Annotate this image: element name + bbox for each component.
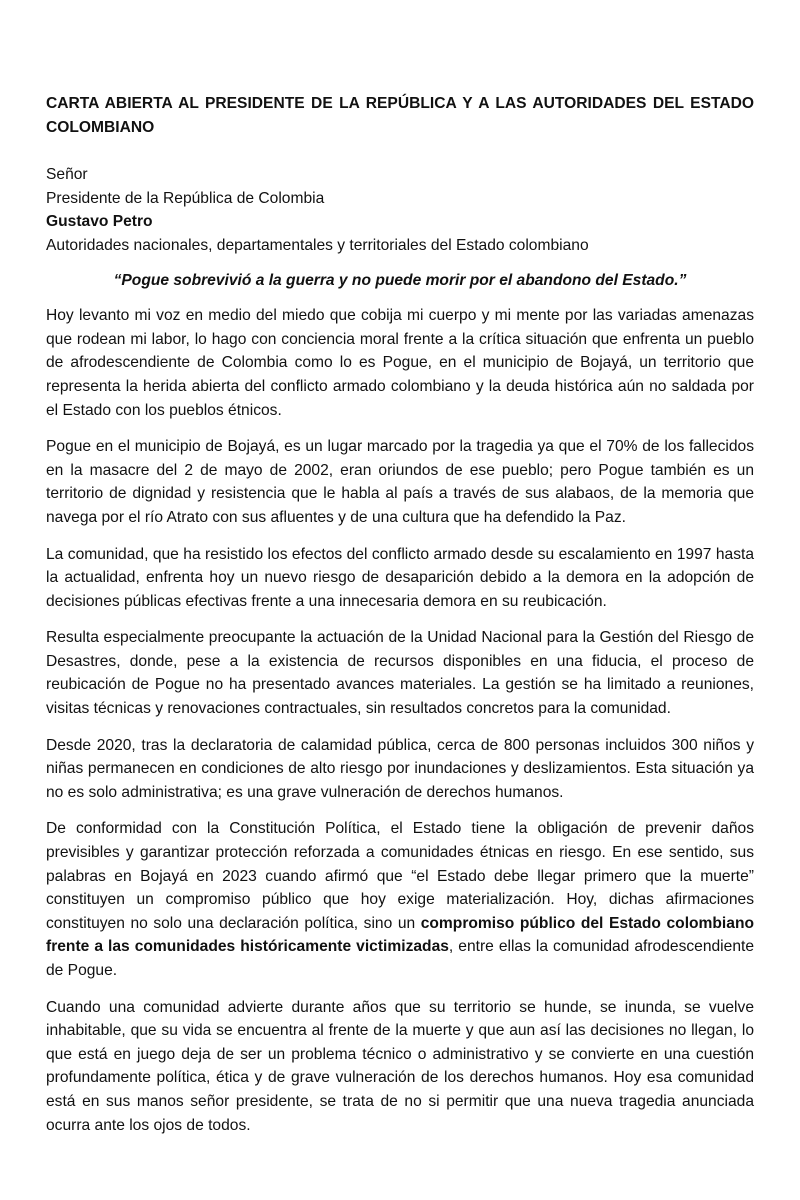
recipient-office: Presidente de la República de Colombia	[46, 189, 325, 207]
recipient-authorities: Autoridades nacionales, departamentales y territoriales del Estado colombiano	[46, 236, 589, 254]
letter-title: CARTA ABIERTA AL PRESIDENTE DE LA REPÚBLICA Y A LAS AUTORIDADES DEL ESTADO COLOMBIANO	[46, 95, 754, 136]
paragraph-6	[46, 817, 754, 982]
paragraph-6-text-start: De conformidad con la Constitución Política, el Estado tiene la obligación de prevenir daños previsibles y garantizar protección reforzada a comunidades étnicas en riesgo. En ese sentido, sus palabras en Bojayá en 2023 cuando afirmó que “el Estado debe llegar primero que la muerte” constituyen un compromiso público que hoy exige materialización. Hoy, dichas afirmaciones constituyen no solo una declaración política, sino un	[46, 820, 754, 932]
paragraph-6-bold-phrase: compromiso público del Estado colombiano frente a las comunidades históricamente victimizadas	[46, 914, 754, 956]
recipient-name: Gustavo Petro	[46, 213, 153, 231]
paragraph-6-text-end: , entre ellas la comunidad afrodescendiente de Pogue.	[46, 938, 754, 979]
paragraph-5: Desde 2020, tras la declaratoria de calamidad pública, cerca de 800 personas incluidos 300 niños y niñas permanecen en condiciones de alto riesgo por inundaciones y deslizamientos. Esta situación ya no es solo administrativa; es una grave vulneración de derechos humanos.	[46, 736, 754, 801]
paragraph-3: La comunidad, que ha resistido los efectos del conflicto armado desde su escalamiento en 1997 hasta la actualidad, enfrenta hoy un nuevo riesgo de desaparición debido a la demora en la adopción de decisiones públicas efectivas frente a una innecesaria demora en su reubicación.	[46, 545, 754, 610]
addressee-block	[46, 163, 754, 257]
salutation: Señor	[46, 166, 88, 184]
paragraph-2: Pogue en el municipio de Bojayá, es un lugar marcado por la tragedia ya que el 70% de los fallecidos en la masacre del 2 de mayo de 2002, eran oriundos de ese pueblo; pero Pogue también es un territorio de dignidad y resistencia que le habla al país a través de sus alabaos, de la memoria que navega por el río Atrato con sus afluentes y de una cultura que ha defendido la Paz.	[46, 438, 754, 526]
paragraph-7: Cuando una comunidad advierte durante años que su territorio se hunde, se inunda, se vuelve inhabitable, que su vida se encuentra al frente de la muerte y que aun así las decisiones no llegan, lo que está en juego deja de ser un problema técnico o administrativo y se convierte en una cuestión profundamente política, ética y de grave vulneración de los derechos humanos. Hoy esa comunidad está en sus manos señor presidente, se trata de no si permitir que una nueva tragedia anunciada ocurra ante los ojos de todos.	[46, 998, 754, 1134]
paragraph-1: Hoy levanto mi voz en medio del miedo que cobija mi cuerpo y mi mente por las variadas amenazas que rodean mi labor, lo hago con conciencia moral frente a la crítica situación que enfrenta un pueblo de afrodescendiente de Colombia como lo es Pogue, en el municipio de Bojayá, un territorio que representa la herida abierta del conflicto armado colombiano y la deuda histórica aún no saldada por el Estado con los pueblos étnicos.	[46, 307, 754, 419]
letter-page	[46, 92, 754, 1150]
epigraph-quote: “Pogue sobrevivió a la guerra y no puede morir por el abandono del Estado.”	[113, 271, 687, 289]
paragraph-4: Resulta especialmente preocupante la actuación de la Unidad Nacional para la Gestión del Riesgo de Desastres, donde, pese a la existencia de recursos disponibles en una fiducia, el proceso de reubicación de Pogue no ha presentado avances materiales. La gestión se ha limitado a reuniones, visitas técnicas y renovaciones contractuales, sin resultados concretos para la comunidad.	[46, 629, 754, 718]
